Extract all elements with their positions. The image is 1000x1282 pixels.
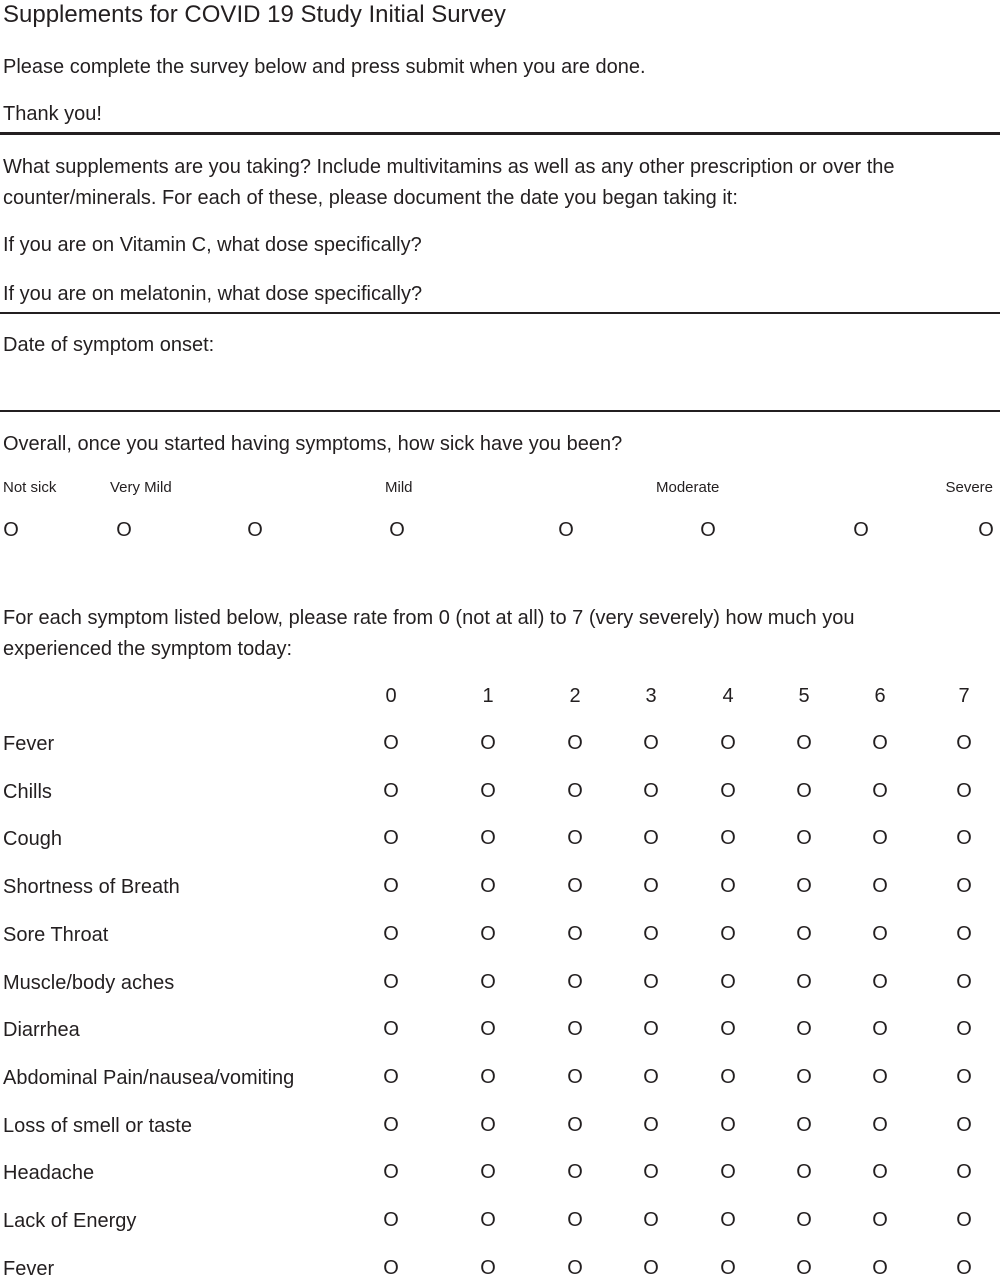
- rating-radio-4[interactable]: O: [720, 1161, 736, 1183]
- scale-label-not-sick: Not sick: [3, 479, 57, 496]
- rating-radio-4[interactable]: O: [720, 923, 736, 945]
- rating-radio-5[interactable]: O: [796, 732, 812, 754]
- symptom-label: Cough: [3, 828, 62, 850]
- rating-radio-4[interactable]: O: [720, 971, 736, 993]
- rating-column-header-4: 4: [722, 685, 734, 707]
- rating-radio-3[interactable]: O: [643, 827, 659, 849]
- overall-sickness-option-6[interactable]: O: [853, 519, 869, 541]
- symptom-label: Shortness of Breath: [3, 876, 180, 898]
- rating-radio-6[interactable]: O: [872, 1066, 888, 1088]
- rating-radio-5[interactable]: O: [796, 1018, 812, 1040]
- rating-radio-4[interactable]: O: [720, 1114, 736, 1136]
- symptom-label: Muscle/body aches: [3, 972, 175, 994]
- rating-radio-1[interactable]: O: [480, 875, 496, 897]
- supplements-question-line2: counter/minerals. For each of these, please document the date you began taking it:: [3, 187, 738, 209]
- rating-radio-7[interactable]: O: [956, 1161, 972, 1183]
- rating-radio-6[interactable]: O: [872, 732, 888, 754]
- rating-radio-7[interactable]: O: [956, 971, 972, 993]
- symptom-label: Headache: [3, 1162, 95, 1184]
- overall-sickness-option-3[interactable]: O: [389, 519, 405, 541]
- rating-column-header-0: 0: [385, 685, 397, 707]
- rating-radio-6[interactable]: O: [872, 1018, 888, 1040]
- rating-radio-0[interactable]: O: [383, 1018, 399, 1040]
- rating-radio-6[interactable]: O: [872, 1161, 888, 1183]
- rating-radio-0[interactable]: O: [383, 1114, 399, 1136]
- rating-radio-5[interactable]: O: [796, 923, 812, 945]
- rating-radio-6[interactable]: O: [872, 971, 888, 993]
- rating-radio-2[interactable]: O: [567, 1161, 583, 1183]
- rating-radio-2[interactable]: O: [567, 780, 583, 802]
- rating-radio-0[interactable]: O: [383, 732, 399, 754]
- rating-radio-6[interactable]: O: [872, 1257, 888, 1279]
- rating-radio-4[interactable]: O: [720, 1209, 736, 1231]
- rating-radio-0[interactable]: O: [383, 923, 399, 945]
- rating-radio-3[interactable]: O: [643, 1257, 659, 1279]
- rating-radio-0[interactable]: O: [383, 1161, 399, 1183]
- rating-radio-7[interactable]: O: [956, 732, 972, 754]
- rating-column-header-2: 2: [569, 685, 581, 707]
- rating-radio-3[interactable]: O: [643, 923, 659, 945]
- rating-radio-7[interactable]: O: [956, 1066, 972, 1088]
- rating-radio-1[interactable]: O: [480, 1161, 496, 1183]
- rating-radio-4[interactable]: O: [720, 827, 736, 849]
- overall-sickness-option-5[interactable]: O: [700, 519, 716, 541]
- rating-radio-1[interactable]: O: [480, 1066, 496, 1088]
- rating-radio-7[interactable]: O: [956, 1257, 972, 1279]
- rating-radio-4[interactable]: O: [720, 780, 736, 802]
- rating-radio-6[interactable]: O: [872, 780, 888, 802]
- rating-radio-7[interactable]: O: [956, 780, 972, 802]
- scale-label-severe: Severe: [945, 479, 993, 496]
- rating-radio-2[interactable]: O: [567, 732, 583, 754]
- rating-column-header-3: 3: [645, 685, 657, 707]
- rating-radio-7[interactable]: O: [956, 1114, 972, 1136]
- rating-radio-5[interactable]: O: [796, 1257, 812, 1279]
- symptom-onset-label: Date of symptom onset:: [3, 334, 215, 356]
- rating-radio-3[interactable]: O: [643, 732, 659, 754]
- section-divider: [0, 410, 1000, 412]
- rating-column-header-6: 6: [874, 685, 886, 707]
- page-title: Supplements for COVID 19 Study Initial Survey: [3, 1, 506, 28]
- rating-radio-1[interactable]: O: [480, 1209, 496, 1231]
- rating-radio-2[interactable]: O: [567, 827, 583, 849]
- rating-radio-1[interactable]: O: [480, 1114, 496, 1136]
- rating-radio-2[interactable]: O: [567, 1257, 583, 1279]
- overall-sickness-option-2[interactable]: O: [247, 519, 263, 541]
- rating-radio-2[interactable]: O: [567, 1209, 583, 1231]
- rating-radio-6[interactable]: O: [872, 1209, 888, 1231]
- symptom-label: Fever: [3, 1258, 55, 1280]
- rating-radio-4[interactable]: O: [720, 875, 736, 897]
- rating-radio-1[interactable]: O: [480, 780, 496, 802]
- overall-sickness-question: Overall, once you started having symptoms, how sick have you been?: [3, 433, 623, 455]
- rating-radio-0[interactable]: O: [383, 827, 399, 849]
- rating-radio-6[interactable]: O: [872, 1114, 888, 1136]
- rating-radio-5[interactable]: O: [796, 1114, 812, 1136]
- melatonin-question: If you are on melatonin, what dose specifically?: [3, 283, 423, 305]
- rating-radio-5[interactable]: O: [796, 780, 812, 802]
- rating-column-header-1: 1: [482, 685, 494, 707]
- rating-radio-2[interactable]: O: [567, 971, 583, 993]
- rating-radio-1[interactable]: O: [480, 971, 496, 993]
- rating-radio-5[interactable]: O: [796, 1066, 812, 1088]
- symptom-label: Lack of Energy: [3, 1210, 137, 1232]
- rating-radio-4[interactable]: O: [720, 732, 736, 754]
- rating-radio-0[interactable]: O: [383, 780, 399, 802]
- rating-radio-5[interactable]: O: [796, 971, 812, 993]
- symptom-label: Diarrhea: [3, 1019, 80, 1041]
- thanks-text: Thank you!: [3, 103, 102, 125]
- symptoms-instruction-line1: For each symptom listed below, please rate from 0 (not at all) to 7 (very severely) how much you: [3, 607, 855, 629]
- rating-radio-1[interactable]: O: [480, 1018, 496, 1040]
- rating-radio-0[interactable]: O: [383, 1066, 399, 1088]
- rating-radio-2[interactable]: O: [567, 1066, 583, 1088]
- rating-radio-6[interactable]: O: [872, 875, 888, 897]
- supplements-question-line1: What supplements are you taking? Include multivitamins as well as any other prescription or over the: [3, 156, 895, 178]
- rating-radio-1[interactable]: O: [480, 1257, 496, 1279]
- overall-sickness-option-0[interactable]: O: [3, 519, 19, 541]
- rating-radio-0[interactable]: O: [383, 875, 399, 897]
- rating-radio-0[interactable]: O: [383, 1257, 399, 1279]
- rating-radio-6[interactable]: O: [872, 923, 888, 945]
- rating-radio-5[interactable]: O: [796, 1161, 812, 1183]
- scale-label-mild: Mild: [385, 479, 413, 496]
- rating-radio-3[interactable]: O: [643, 971, 659, 993]
- overall-sickness-option-4[interactable]: O: [558, 519, 574, 541]
- rating-radio-6[interactable]: O: [872, 827, 888, 849]
- section-divider: [0, 312, 1000, 314]
- symptoms-instruction-line2: experienced the symptom today:: [3, 638, 293, 660]
- rating-column-header-7: 7: [958, 685, 970, 707]
- rating-radio-3[interactable]: O: [643, 1209, 659, 1231]
- rating-radio-7[interactable]: O: [956, 1209, 972, 1231]
- scale-label-very-mild: Very Mild: [110, 479, 172, 496]
- rating-radio-5[interactable]: O: [796, 1209, 812, 1231]
- rating-radio-0[interactable]: O: [383, 1209, 399, 1231]
- rating-radio-3[interactable]: O: [643, 1114, 659, 1136]
- scale-label-moderate: Moderate: [656, 479, 720, 496]
- rating-radio-1[interactable]: O: [480, 827, 496, 849]
- symptom-label: Loss of smell or taste: [3, 1115, 192, 1137]
- rating-radio-5[interactable]: O: [796, 827, 812, 849]
- rating-radio-7[interactable]: O: [956, 875, 972, 897]
- rating-radio-7[interactable]: O: [956, 1018, 972, 1040]
- vitamin-c-question: If you are on Vitamin C, what dose specifically?: [3, 234, 422, 256]
- rating-radio-5[interactable]: O: [796, 875, 812, 897]
- rating-column-header-5: 5: [798, 685, 810, 707]
- overall-sickness-option-1[interactable]: O: [116, 519, 132, 541]
- rating-radio-4[interactable]: O: [720, 1066, 736, 1088]
- rating-radio-3[interactable]: O: [643, 1161, 659, 1183]
- rating-radio-3[interactable]: O: [643, 875, 659, 897]
- rating-radio-4[interactable]: O: [720, 1018, 736, 1040]
- rating-radio-1[interactable]: O: [480, 732, 496, 754]
- rating-radio-1[interactable]: O: [480, 923, 496, 945]
- rating-radio-2[interactable]: O: [567, 923, 583, 945]
- rating-radio-2[interactable]: O: [567, 875, 583, 897]
- rating-radio-2[interactable]: O: [567, 1018, 583, 1040]
- symptom-label: Sore Throat: [3, 924, 109, 946]
- symptom-label: Abdominal Pain/nausea/vomiting: [3, 1067, 295, 1089]
- rating-radio-7[interactable]: O: [956, 923, 972, 945]
- rating-radio-0[interactable]: O: [383, 971, 399, 993]
- symptom-label: Chills: [3, 781, 52, 803]
- overall-sickness-option-7[interactable]: O: [978, 519, 994, 541]
- rating-radio-2[interactable]: O: [567, 1114, 583, 1136]
- rating-radio-7[interactable]: O: [956, 827, 972, 849]
- rating-radio-3[interactable]: O: [643, 1018, 659, 1040]
- section-divider: [0, 132, 1000, 135]
- rating-radio-3[interactable]: O: [643, 1066, 659, 1088]
- rating-radio-4[interactable]: O: [720, 1257, 736, 1279]
- intro-text: Please complete the survey below and press submit when you are done.: [3, 56, 646, 78]
- symptom-label: Fever: [3, 733, 55, 755]
- rating-radio-3[interactable]: O: [643, 780, 659, 802]
